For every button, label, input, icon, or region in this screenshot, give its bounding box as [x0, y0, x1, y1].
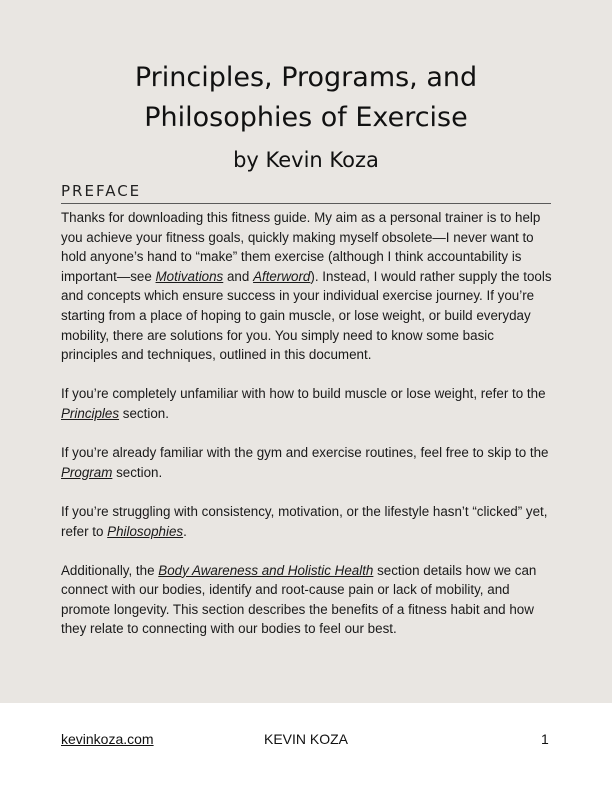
link-principles[interactable]: Principles	[61, 405, 120, 421]
document-title	[0, 58, 612, 138]
paragraph-body-awareness	[61, 561, 553, 639]
paragraph-text: Thanks for downloading this fitness guide. My aim as a personal trainer is to help you achieve your fitness goals, quickly making myself obsolete—I never want to hold anyone’s hand to “make” them exercise (although I think accountability is important—see	[61, 210, 541, 284]
paragraph-text: ). Instead, I would rather supply the tools and concepts which ensure success in your individual exercise journey. If you’re starting from a place of hoping to gain muscle, or lose weight, or build everyday mobility, there are solutions for you. You simply need to know some basic principles and techniques, outlined in this document.	[61, 268, 552, 363]
link-philosophies[interactable]: Philosophies	[107, 523, 184, 539]
paragraph-text: section.	[119, 405, 169, 421]
section-heading-preface: PREFACE	[61, 182, 142, 200]
link-motivations[interactable]: Motivations	[155, 268, 224, 284]
paragraph-text: If you’re already familiar with the gym and exercise routines, feel free to skip to the	[61, 445, 549, 461]
footer-website-link[interactable]: kevinkoza.com	[61, 731, 154, 747]
page-footer	[0, 703, 612, 791]
title-line-2: Philosophies of Exercise	[144, 102, 468, 133]
paragraph-philosophies	[61, 502, 553, 541]
link-afterword[interactable]: Afterword	[253, 268, 311, 284]
paragraph-text: If you’re struggling with consistency, motivation, or the lifestyle hasn’t “clicked” yet, refer to	[61, 503, 548, 539]
paragraph-text: .	[183, 523, 187, 539]
paragraph-program	[61, 443, 553, 482]
paragraph-text: section details how we can connect with our bodies, identify and root-cause pain or lack of mobility, and promote longevity. This section describes the benefits of a fitness habit and how they relate to connecting with our bodies to feel our best.	[61, 562, 537, 637]
footer-author-name: KEVIN KOZA	[264, 731, 349, 747]
preface-body	[61, 208, 553, 659]
link-program[interactable]: Program	[61, 464, 113, 480]
paragraph-intro	[61, 208, 553, 365]
paragraph-text: and	[223, 268, 254, 284]
paragraph-text: section.	[112, 464, 163, 480]
author-byline: by Kevin Koza	[233, 148, 379, 172]
title-line-1: Principles, Programs, and	[134, 62, 478, 93]
section-divider	[61, 203, 551, 204]
link-body-awareness[interactable]: Body Awareness and Holistic Health	[158, 562, 374, 578]
paragraph-text: Additionally, the	[61, 562, 159, 578]
paragraph-principles	[61, 384, 553, 423]
footer-page-number: 1	[541, 731, 549, 747]
paragraph-text: If you’re completely unfamiliar with how to build muscle or lose weight, refer to the	[61, 386, 546, 402]
